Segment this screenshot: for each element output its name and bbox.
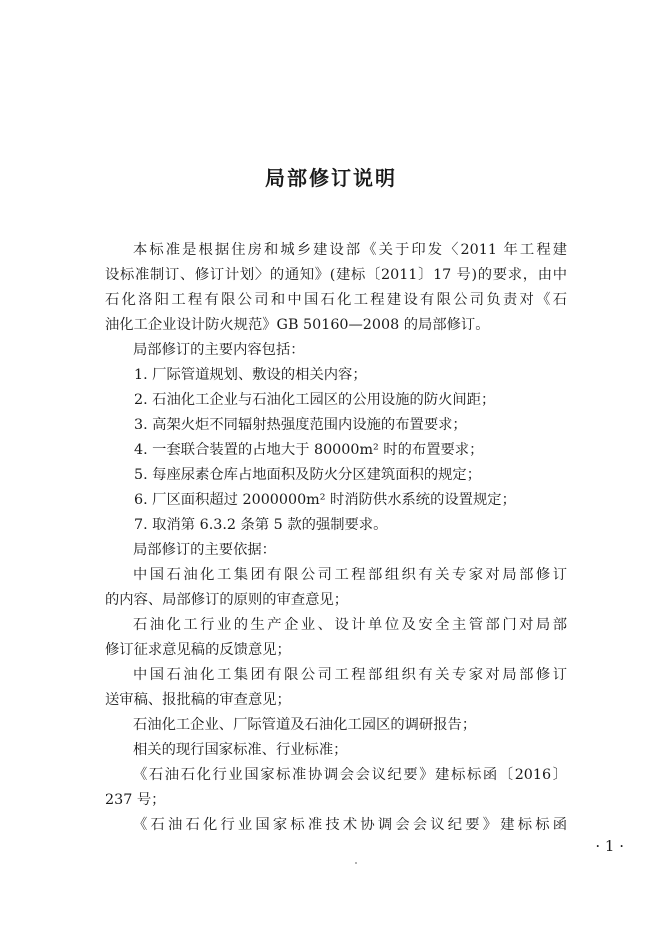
- list-item: 6. 厂区面积超过 2000000m² 时消防供水系统的设置规定；: [134, 492, 516, 508]
- paragraph-line: 石油化工企业、厂际管道及石油化工园区的调研报告；: [133, 717, 477, 733]
- section-heading: 局部修订的主要内容包括：: [133, 342, 305, 358]
- paragraph-line: 修订征求意见稿的反馈意见；: [105, 642, 291, 658]
- document-body: [105, 238, 567, 838]
- paragraph-line: 237 号；: [105, 792, 166, 808]
- paragraph-line: 石化洛阳工程有限公司和中国石化工程建设有限公司负责对《石: [105, 292, 567, 308]
- list-item: 2. 石油化工企业与石油化工园区的公用设施的防火间距；: [134, 392, 496, 408]
- list-item: 1. 厂际管道规划、敷设的相关内容；: [134, 367, 367, 383]
- page-title: 局部修订说明: [265, 166, 397, 190]
- paragraph-line: 油化工企业设计防火规范》GB 50160—2008 的局部修订。: [105, 317, 490, 333]
- paragraph-line: 中国石油化工集团有限公司工程部组织有关专家对局部修订: [133, 567, 567, 583]
- list-item: 3. 高架火炬不同辐射热强度范围内设施的布置要求；: [134, 417, 467, 433]
- paragraph-line: 石油化工行业的生产企业、设计单位及安全主管部门对局部: [133, 617, 567, 633]
- paragraph-line: 相关的现行国家标准、行业标准；: [133, 742, 348, 758]
- scan-speck: [355, 862, 357, 864]
- list-item: 4. 一套联合装置的占地大于 80000m² 时的布置要求；: [134, 442, 484, 458]
- paragraph-line: 设标准制订、修订计划〉的通知》(建标〔2011〕17 号)的要求，由中: [105, 267, 567, 283]
- paragraph-line: 《石油石化行业国家标准协调会会议纪要》建标标函〔2016〕: [133, 767, 567, 783]
- list-item: 7. 取消第 6.3.2 条第 5 款的强制要求。: [134, 517, 388, 533]
- paragraph-line: 本标准是根据住房和城乡建设部《关于印发〈2011 年工程建: [133, 242, 567, 258]
- page-number: · 1 ·: [595, 837, 624, 855]
- section-heading: 局部修订的主要依据：: [133, 542, 276, 558]
- list-item: 5. 每座尿素仓库占地面积及防火分区建筑面积的规定；: [134, 467, 482, 483]
- paragraph-line: 《石油石化行业国家标准技术协调会会议纪要》建标标函: [133, 817, 567, 833]
- paragraph-line: 的内容、局部修订的原则的审查意见；: [105, 592, 349, 608]
- paragraph-line: 送审稿、报批稿的审查意见；: [105, 692, 291, 708]
- paragraph-line: 中国石油化工集团有限公司工程部组织有关专家对局部修订: [133, 667, 567, 683]
